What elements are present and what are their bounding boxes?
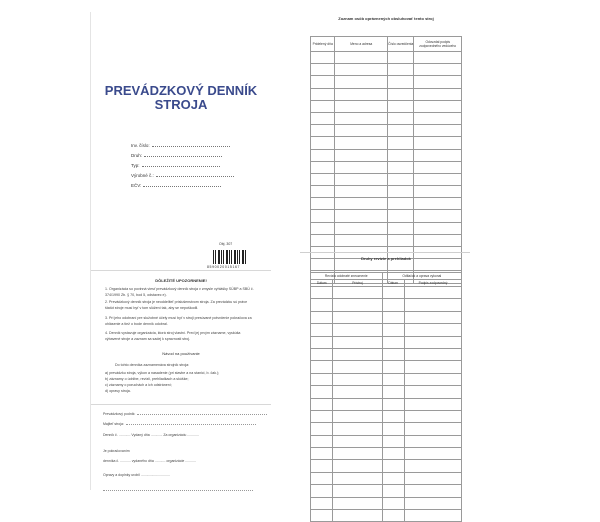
- table2-group-revision: Revízia odobraté zneuznenie: [311, 273, 383, 280]
- table-cell: [333, 386, 382, 398]
- table-cell: [311, 88, 335, 100]
- table-cell: [333, 435, 382, 447]
- cover-title-line2: STROJA: [154, 97, 208, 112]
- table2-row: [311, 324, 462, 336]
- table-cell: [335, 198, 388, 210]
- table-sheet: [280, 12, 462, 490]
- table-cell: [414, 125, 462, 137]
- table-cell: [387, 137, 413, 149]
- order-code: Obj. 307: [219, 242, 233, 246]
- table-cell: [333, 497, 382, 509]
- table2-row: [311, 460, 462, 472]
- line-blank: [103, 486, 253, 491]
- table-cell: [311, 485, 333, 497]
- field-druh: Druh:: [131, 153, 222, 158]
- table-cell: [335, 100, 388, 112]
- table-cell: [311, 76, 335, 88]
- table-cell: [333, 510, 382, 522]
- table-cell: [387, 210, 413, 222]
- table-cell: [404, 510, 461, 522]
- table-cell: [311, 510, 333, 522]
- table-cell: [333, 448, 382, 460]
- table-cell: [414, 52, 462, 64]
- table-cell: [387, 222, 413, 234]
- table-cell: [333, 311, 382, 323]
- table-cell: [311, 186, 335, 198]
- table-cell: [335, 76, 388, 88]
- cover-divider-2: [91, 404, 271, 405]
- table1-row: [311, 210, 462, 222]
- table-cell: [414, 100, 462, 112]
- table-cell: [311, 423, 333, 435]
- table-cell: [335, 88, 388, 100]
- table2-row: [311, 485, 462, 497]
- table-cell: [387, 186, 413, 198]
- table-cell: [414, 222, 462, 234]
- table-cell: [311, 125, 335, 137]
- table-cell: [311, 210, 335, 222]
- table-cell: [404, 472, 461, 484]
- table-cell: [387, 52, 413, 64]
- line-prevadzkovy-podnik: Prevádzkový podnik:: [103, 412, 267, 416]
- table1-header-name: Meno a adresa: [335, 37, 388, 52]
- table2-header-device: Prístroj: [333, 280, 382, 287]
- table2-group-repair: Odtlačok a oprava vykonal: [382, 273, 462, 280]
- barcode-number: 8590020015167: [207, 265, 241, 269]
- instruction-c: c) záznamy o poruchách a ich odstránení;: [105, 383, 172, 387]
- table1-header-signature: Odovzdal podpis zodpovedného vedúceho: [414, 37, 462, 52]
- warning-title: DÔLEŽITÉ UPOZORNENIE!: [155, 278, 207, 283]
- field-inv-cislo: Inv. číslo:: [131, 143, 230, 148]
- table2-row: [311, 472, 462, 484]
- table-cell: [382, 435, 404, 447]
- table-cell: [387, 76, 413, 88]
- table-cell: [382, 336, 404, 348]
- table-cell: [387, 173, 413, 185]
- table2-row: [311, 373, 462, 385]
- table-cell: [335, 149, 388, 161]
- instruction-a: a) prevádzku stroja, výkon a nasadenie (pri stavbe a na stanici, b. čak.);: [105, 371, 220, 375]
- table-cell: [333, 472, 382, 484]
- table-cell: [382, 361, 404, 373]
- table1-row: [311, 173, 462, 185]
- table-cell: [382, 386, 404, 398]
- table-cell: [404, 299, 461, 311]
- table-cell: [311, 324, 333, 336]
- table2-row: [311, 287, 462, 299]
- table-cell: [335, 112, 388, 124]
- table2-row: [311, 510, 462, 522]
- table-cell: [333, 324, 382, 336]
- table-cell: [382, 287, 404, 299]
- table-cell: [387, 100, 413, 112]
- table-cell: [382, 311, 404, 323]
- table1-row: [311, 112, 462, 124]
- table-cell: [311, 100, 335, 112]
- table-cell: [404, 423, 461, 435]
- table-cell: [382, 472, 404, 484]
- table1-row: [311, 125, 462, 137]
- table-cell: [382, 497, 404, 509]
- warning-1: 1. Organizácia so povinná viesť prevádzkový denník stroja v zmysle vyhlášky SÚBP a SBÚ č. 374/1990 Zb. § 70, bod 5, odstavec e).: [105, 287, 254, 297]
- table2-header-date2: Dátum: [382, 280, 404, 287]
- table-cell: [311, 472, 333, 484]
- table-cell: [387, 112, 413, 124]
- table-cell: [335, 64, 388, 76]
- table-cell: [404, 287, 461, 299]
- table-cell: [414, 210, 462, 222]
- instruction-b: b) záznamy o údržbe, revízii, prehliadkach a skúške;: [105, 377, 189, 381]
- table-cell: [387, 125, 413, 137]
- table-cell: [382, 299, 404, 311]
- table-cell: [382, 373, 404, 385]
- table-cell: [311, 161, 335, 173]
- table1-row: [311, 137, 462, 149]
- table-cell: [311, 137, 335, 149]
- table-cell: [311, 52, 335, 64]
- barcode: [213, 250, 247, 264]
- table-cell: [311, 373, 333, 385]
- table-cell: [311, 173, 335, 185]
- table-cell: [311, 299, 333, 311]
- operators-table: [310, 36, 462, 284]
- table-cell: [335, 210, 388, 222]
- cover-title-line1: PREVÁDZKOVÝ DENNÍK: [104, 83, 258, 98]
- table-cell: [335, 125, 388, 137]
- table1-row: [311, 186, 462, 198]
- table-cell: [404, 348, 461, 360]
- table-cell: [404, 435, 461, 447]
- warning-3: 3. Pri jeho odobraní pre služobné účely musí byť v stroji presúvané potvrdenie pokračova za ohlásenie a tiež o bode denník odobral.: [105, 316, 252, 326]
- table-cell: [311, 410, 333, 422]
- table-cell: [414, 234, 462, 246]
- table-cell: [311, 448, 333, 460]
- table-cell: [311, 386, 333, 398]
- table1-row: [311, 52, 462, 64]
- table1-row: [311, 222, 462, 234]
- line-majitel-stroja: Majiteľ stroja:: [103, 422, 256, 426]
- table-cell: [414, 198, 462, 210]
- table1-row: [311, 161, 462, 173]
- field-vyrobne-c: Výrobné č.:: [131, 173, 234, 178]
- table1-header-cert: Číslo osvedčenia: [387, 37, 413, 52]
- table-cell: [404, 398, 461, 410]
- table-cell: [404, 336, 461, 348]
- table-cell: [333, 410, 382, 422]
- table-cell: [387, 149, 413, 161]
- table-cell: [333, 423, 382, 435]
- table2-row: [311, 448, 462, 460]
- line-pokracovanim: Je pokračovaním: [103, 449, 130, 453]
- table-cell: [414, 149, 462, 161]
- revisions-table: [310, 272, 462, 522]
- field-typ: Typ:: [131, 163, 220, 168]
- table-cell: [333, 287, 382, 299]
- field-ecv: EČV:: [131, 183, 221, 188]
- table-cell: [311, 198, 335, 210]
- table1-row: [311, 88, 462, 100]
- table-cell: [311, 435, 333, 447]
- table-cell: [382, 510, 404, 522]
- line-dennik-c: Denník č. ............ Vydaný dňa ............ Za organizáciu ............: [103, 433, 199, 437]
- instruction-d: d) opravy stroja.: [105, 389, 131, 393]
- table-cell: [333, 460, 382, 472]
- table2-header-signature: Podpis zodpovedný: [404, 280, 461, 287]
- table-cell: [311, 149, 335, 161]
- table-cell: [335, 186, 388, 198]
- table-cell: [311, 234, 335, 246]
- table1-row: [311, 234, 462, 246]
- table-cell: [404, 311, 461, 323]
- table-cell: [414, 186, 462, 198]
- table-cell: [404, 324, 461, 336]
- table-cell: [387, 88, 413, 100]
- table-cell: [387, 234, 413, 246]
- table-cell: [311, 311, 333, 323]
- warning-2: 2. Prevádzkový denník stroja je neoddeliteľ príslušenstvom stroja. Za prevádzku sú práve štatút stroje musí byť v tom slúžení tak, aby se nepoškodil.: [105, 300, 248, 310]
- table-cell: [414, 112, 462, 124]
- warning-4: 4. Denník vystavuje organizácia, ktorá stroj vlastní. Pred jej prvým zázname, vyskúša výbavené stroje a zaznam sa sadej k spravnosti stroj.: [105, 331, 241, 341]
- table-cell: [414, 64, 462, 76]
- table-cell: [311, 222, 335, 234]
- table2-row: [311, 423, 462, 435]
- table-cell: [333, 299, 382, 311]
- table-cell: [387, 161, 413, 173]
- table-cell: [387, 198, 413, 210]
- table-cell: [382, 485, 404, 497]
- instruction-0: Do tohto denníka zaznamenáva strojník stroja:: [115, 363, 190, 367]
- table-cell: [404, 448, 461, 460]
- table-cell: [414, 161, 462, 173]
- table-cell: [382, 398, 404, 410]
- table-cell: [404, 361, 461, 373]
- table1-title: Zoznam osôb oprávnených obsluhovať tento stroj: [338, 16, 434, 21]
- table-cell: [311, 112, 335, 124]
- cover-sheet: [90, 12, 271, 490]
- table-cell: [382, 423, 404, 435]
- table-cell: [335, 137, 388, 149]
- table-cell: [333, 398, 382, 410]
- table-cell: [404, 373, 461, 385]
- table-cell: [311, 398, 333, 410]
- table1-row: [311, 100, 462, 112]
- table-cell: [333, 348, 382, 360]
- table2-row: [311, 299, 462, 311]
- table-cell: [333, 361, 382, 373]
- table2-title: Druhy revízie a prehliadok: [361, 256, 411, 261]
- table-cell: [382, 348, 404, 360]
- table-cell: [335, 173, 388, 185]
- table-cell: [404, 485, 461, 497]
- table-cell: [335, 52, 388, 64]
- table1-row: [311, 76, 462, 88]
- table2-row: [311, 410, 462, 422]
- table-cell: [404, 460, 461, 472]
- table-cell: [404, 410, 461, 422]
- table2-row: [311, 386, 462, 398]
- table-cell: [311, 361, 333, 373]
- table-cell: [414, 173, 462, 185]
- table-cell: [414, 88, 462, 100]
- table-cell: [382, 410, 404, 422]
- table-cell: [382, 324, 404, 336]
- table-cell: [404, 497, 461, 509]
- table-cell: [311, 348, 333, 360]
- table-cell: [404, 386, 461, 398]
- cover-divider: [91, 270, 271, 271]
- table2-row: [311, 311, 462, 323]
- table1-header-date: Pridelený dňa: [311, 37, 335, 52]
- line-opravy: Opravy a doplnky urobil ..............................: [103, 473, 170, 477]
- table2-header-date: Dátum: [311, 280, 333, 287]
- table2-row: [311, 361, 462, 373]
- table-cell: [335, 234, 388, 246]
- table-cell: [414, 76, 462, 88]
- table-cell: [382, 448, 404, 460]
- table2-row: [311, 435, 462, 447]
- table-cell: [382, 460, 404, 472]
- table-cell: [311, 64, 335, 76]
- sheet-fold: [300, 252, 470, 253]
- table2-row: [311, 497, 462, 509]
- table2-row: [311, 398, 462, 410]
- table-cell: [335, 222, 388, 234]
- table1-row: [311, 149, 462, 161]
- table-cell: [387, 64, 413, 76]
- table-cell: [335, 161, 388, 173]
- table-cell: [333, 485, 382, 497]
- table1-row: [311, 64, 462, 76]
- table2-row: [311, 348, 462, 360]
- table-cell: [311, 497, 333, 509]
- table-cell: [414, 137, 462, 149]
- table2-row: [311, 336, 462, 348]
- table1-row: [311, 198, 462, 210]
- instructions-title: Návod na používanie: [162, 351, 200, 356]
- table-cell: [333, 336, 382, 348]
- line-dennika-c: denníka č. ........... vydaného dňa ........... organizácie ...........: [103, 459, 196, 463]
- table-cell: [311, 336, 333, 348]
- table-cell: [311, 460, 333, 472]
- table-cell: [333, 373, 382, 385]
- table-cell: [311, 287, 333, 299]
